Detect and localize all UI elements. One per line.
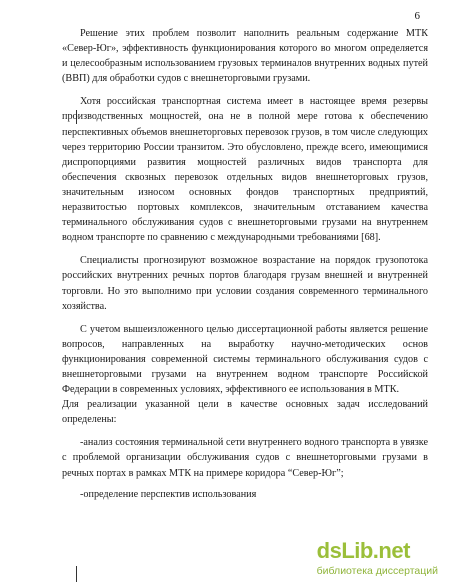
- document-body: [62, 26, 428, 508]
- watermark-tagline: библиотека диссертаций: [316, 564, 438, 577]
- page-number: 6: [414, 10, 420, 22]
- binding-mark-bottom: [76, 566, 77, 582]
- watermark-logo: dsLib.net: [316, 537, 410, 563]
- watermark: [316, 537, 438, 577]
- paragraph-3: Специалисты прогнозируют возможное возрастание на порядок грузопотока российских внутренних речных портов благодаря грузам внешней и внутренней торговли. Но это выполнимо при условии создания современного терминального хозяйства.: [62, 255, 428, 312]
- list-item-2: -определение перспектив использования: [80, 488, 257, 500]
- paragraph-1: Решение этих проблем позволит наполнить реальным содержание МТК «Север-Юг», эффективность функционирования которого во многом определяется и целесообразным использованием грузовых терминалов внутренних водных путей (ВВП) для обработки судов с внешнеторговыми грузами.: [62, 28, 428, 85]
- paragraph-4: С учетом вышеизложенного целью диссертационной работы является решение вопросов, направленных на выработку научно-методических основ функционирования современной системы терминального обслуживания судов с внешнеторговыми грузами на внутреннем водном транспорте Российской Федерации в современных условиях, эффективного ее использования в МТК.: [62, 323, 428, 396]
- paragraph-5: Для реализации указанной цели в качестве основных задач исследований определены:: [62, 399, 428, 426]
- paragraph-2: Хотя российская транспортная система имеет в настоящее время резервы производственных мощностей, она не в полной мере готова к обеспечению перспективных объемов внешнеторговых перевозок грузов, в том числе следующих через территорию России транзитом. Это обусловлено, прежде всего, имеющимися диспропорциями развития мощностей различных видов транспорта для обеспечения сквозных перевозок отдельных видов внешнеторговых грузов, значительным износом основных фондов транспортных предприятий, неразвитостью портовых комплексов, значительным отставанием качества терминального обслуживания судов с внешнеторговыми грузами на внутреннем водном транспорте по сравнению с международными требованиями [68].: [62, 96, 428, 244]
- list-item-1: -анализ состояния терминальной сети внутреннего водного транспорта в увязке с проблемой организации обслуживания судов с внешнеторговыми грузами в речных портах в рамках МТК на примере коридора “Север-Юг”;: [62, 437, 428, 479]
- watermark-block: [316, 537, 438, 577]
